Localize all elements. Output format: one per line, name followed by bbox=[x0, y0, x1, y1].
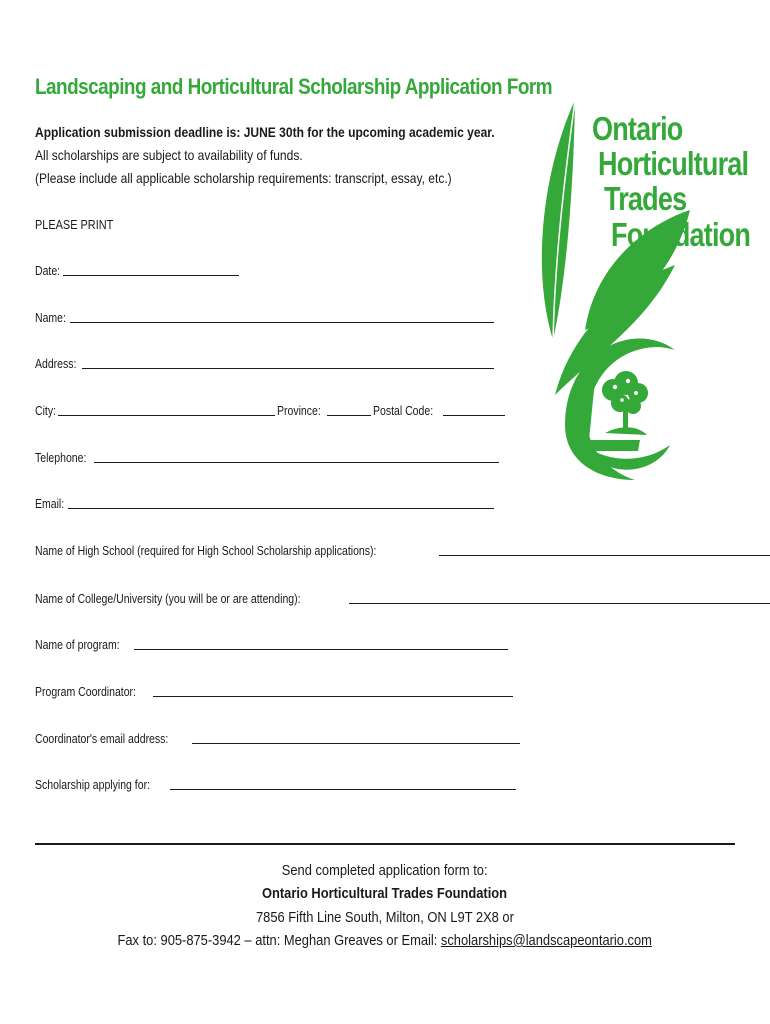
deadline-notice: Application submission deadline is: JUNE 30th for the upcoming academic year. bbox=[35, 124, 495, 140]
email-field bbox=[35, 493, 494, 511]
please-print-instruction: PLEASE PRINT bbox=[35, 217, 114, 232]
coordinator-label: Program Coordinator: bbox=[35, 685, 136, 699]
province-label: Province: bbox=[277, 404, 321, 418]
coordinator-field bbox=[35, 681, 513, 699]
telephone-field bbox=[35, 447, 499, 465]
telephone-label: Telephone: bbox=[35, 451, 87, 465]
high-school-field bbox=[35, 540, 770, 558]
footer-address-line bbox=[35, 909, 735, 926]
high-school-input-line[interactable] bbox=[439, 555, 770, 556]
footer-email-link[interactable]: scholarships@landscapeontario.com bbox=[441, 932, 653, 949]
address-input-line[interactable] bbox=[82, 368, 494, 369]
scholarship-label: Scholarship applying for: bbox=[35, 778, 150, 792]
logo-text-trades: Trades bbox=[604, 180, 687, 217]
postal-code-input-line[interactable] bbox=[443, 415, 505, 416]
program-input-line[interactable] bbox=[134, 649, 508, 650]
scholarship-input-line[interactable] bbox=[170, 789, 516, 790]
logo-text-foundation: Foundation bbox=[611, 216, 751, 253]
email-input-line[interactable] bbox=[68, 508, 494, 509]
name-input-line[interactable] bbox=[70, 322, 494, 323]
postal-code-label: Postal Code: bbox=[373, 404, 434, 418]
province-input-line[interactable] bbox=[327, 415, 371, 416]
footer-organization-text: Ontario Horticultural Trades Foundation bbox=[262, 885, 508, 902]
funds-notice: All scholarships are subject to availability of funds. bbox=[35, 147, 303, 163]
program-label: Name of program: bbox=[35, 638, 120, 652]
name-field bbox=[35, 307, 494, 325]
coordinator-email-field bbox=[35, 728, 520, 746]
college-input-line[interactable] bbox=[349, 603, 770, 604]
address-label: Address: bbox=[35, 357, 77, 371]
footer-organization-line bbox=[35, 885, 735, 902]
logo-text-ontario: Ontario bbox=[592, 110, 683, 147]
date-input-line[interactable] bbox=[63, 275, 239, 276]
scholarship-field bbox=[35, 774, 516, 792]
city-label: City: bbox=[35, 404, 56, 418]
date-label: Date: bbox=[35, 264, 61, 278]
requirements-notice: (Please include all applicable scholarship requirements: transcript, essay, etc.) bbox=[35, 170, 452, 186]
footer-fax-text: Fax to: 905-875-3942 – attn: Meghan Greaves or Email: bbox=[117, 932, 442, 949]
coordinator-email-label: Coordinator's email address: bbox=[35, 732, 169, 746]
footer-divider bbox=[35, 843, 735, 845]
telephone-input-line[interactable] bbox=[94, 462, 499, 463]
name-label: Name: bbox=[35, 311, 66, 325]
coordinator-email-input-line[interactable] bbox=[192, 743, 520, 744]
city-province-postal-row bbox=[35, 400, 505, 418]
date-field bbox=[35, 260, 239, 278]
city-input-line[interactable] bbox=[58, 415, 275, 416]
coordinator-input-line[interactable] bbox=[153, 696, 513, 697]
high-school-label: Name of High School (required for High School Scholarship applications): bbox=[35, 544, 377, 558]
college-label: Name of College/University (you will be or are attending): bbox=[35, 592, 301, 606]
email-label: Email: bbox=[35, 497, 65, 511]
footer-fax-wrapper bbox=[118, 932, 652, 949]
program-field bbox=[35, 634, 508, 652]
footer-address-text: 7856 Fifth Line South, Milton, ON L9T 2X8 or bbox=[256, 909, 514, 926]
college-field bbox=[35, 588, 770, 606]
footer-send-text: Send completed application form to: bbox=[282, 862, 488, 879]
address-field bbox=[35, 353, 494, 371]
logo-text-horticultural: Horticultural bbox=[598, 145, 749, 182]
footer-fax-line bbox=[35, 932, 735, 949]
footer-send-line bbox=[35, 862, 735, 879]
form-title: Landscaping and Horticultural Scholarship Application Form bbox=[35, 74, 553, 99]
